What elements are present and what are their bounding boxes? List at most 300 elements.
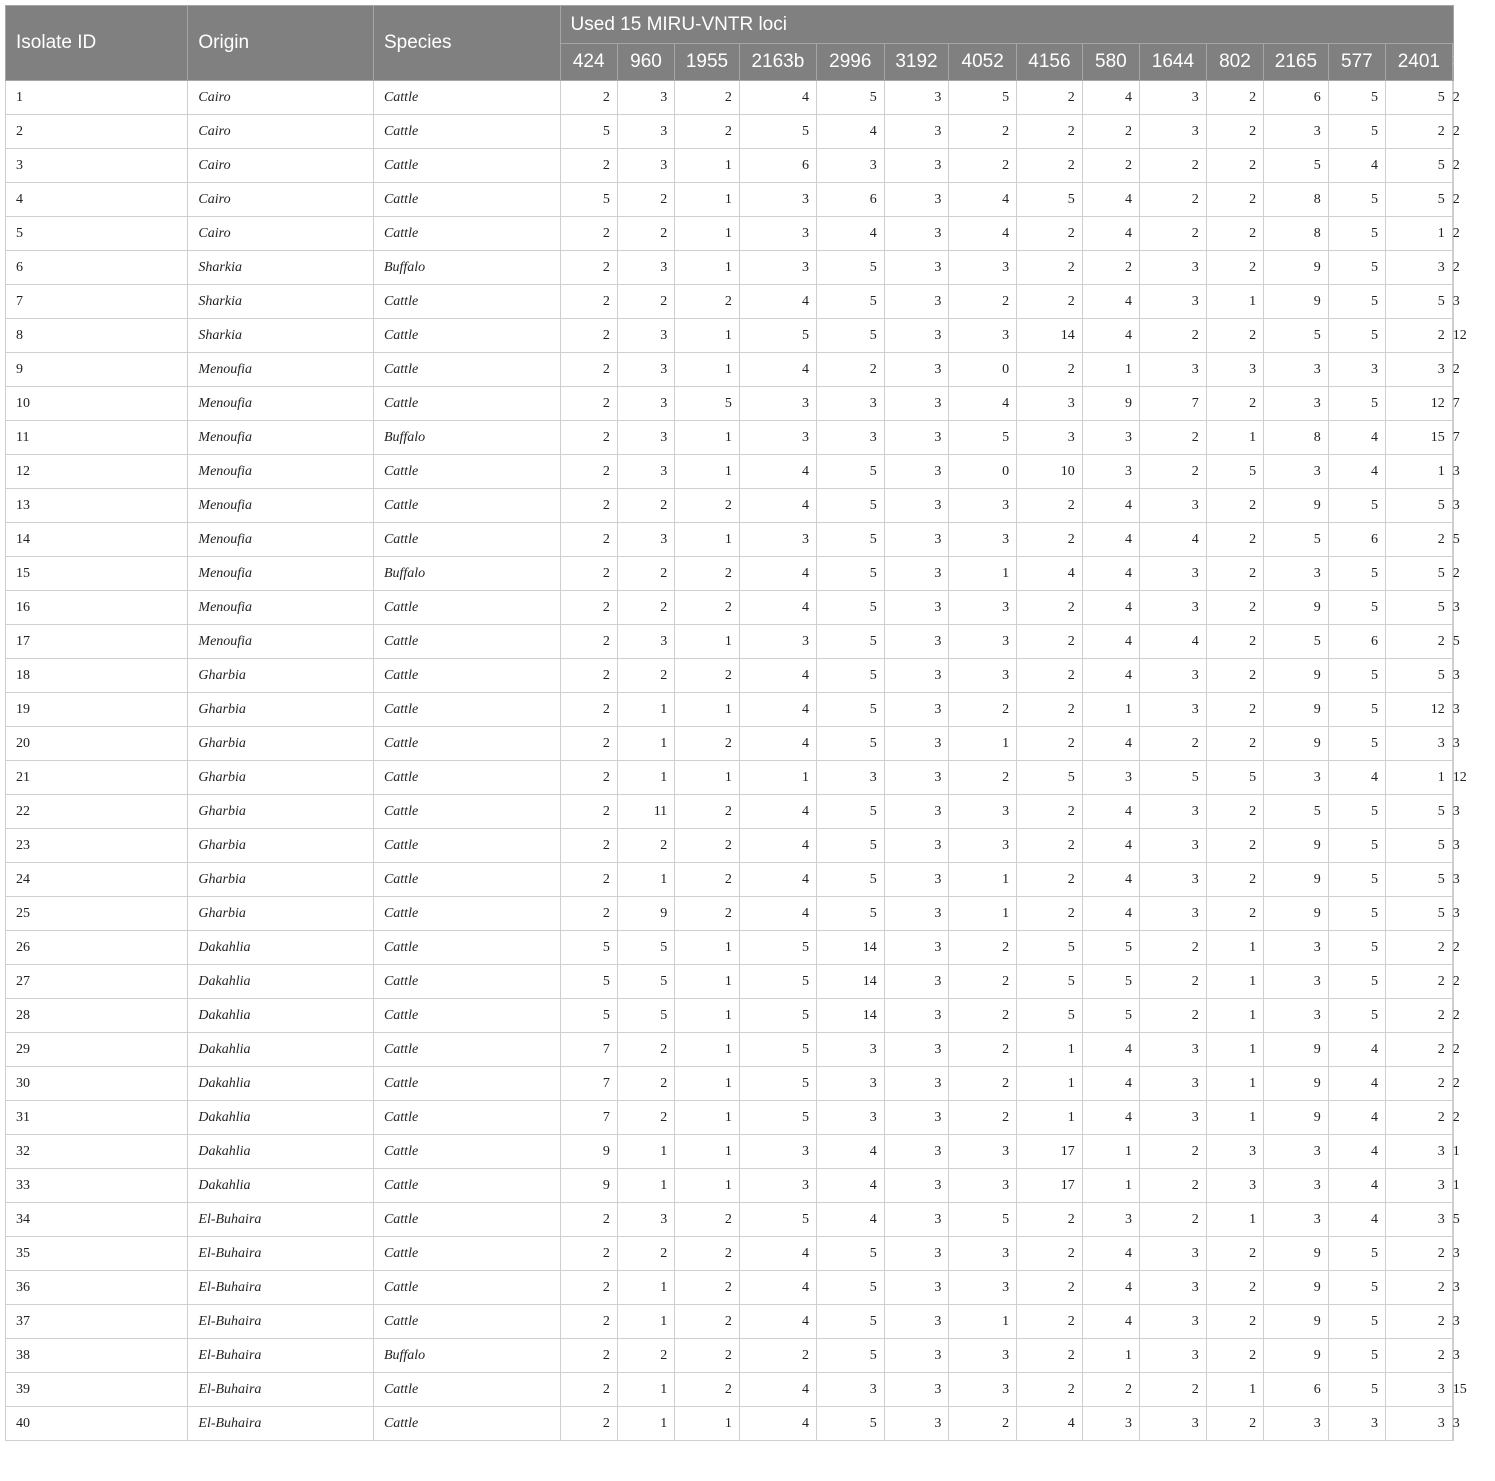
cell-locus-value: 5: [1328, 863, 1385, 897]
cell-locus-value: 1: [617, 863, 674, 897]
cell-locus-value: 2: [949, 1407, 1017, 1441]
cell-species: Cattle: [373, 727, 560, 761]
cell-locus-value: 3: [949, 1339, 1017, 1373]
cell-locus-value: 1: [617, 1407, 674, 1441]
cell-locus-value: 5: [949, 1203, 1017, 1237]
cell-locus-value: 3: [1452, 1305, 1453, 1339]
cell-locus-value: 3: [1082, 1407, 1139, 1441]
cell-locus-value: 2: [675, 829, 740, 863]
cell-locus-value: 1: [739, 761, 816, 795]
cell-locus-value: 1: [675, 251, 740, 285]
cell-species: Cattle: [373, 1135, 560, 1169]
cell-locus-value: 2: [1082, 149, 1139, 183]
cell-locus-value: 4: [739, 489, 816, 523]
cell-locus-value: 2: [1452, 999, 1453, 1033]
cell-locus-value: 3: [884, 1407, 949, 1441]
cell-locus-value: 5: [560, 183, 617, 217]
cell-locus-value: 2: [560, 455, 617, 489]
cell-locus-value: 3: [617, 625, 674, 659]
cell-species: Cattle: [373, 523, 560, 557]
cell-locus-value: 3: [1264, 557, 1329, 591]
cell-locus-value: 5: [816, 795, 884, 829]
cell-locus-value: 2: [949, 1033, 1017, 1067]
cell-locus-value: 2: [739, 1339, 816, 1373]
cell-origin: Menoufia: [188, 591, 374, 625]
cell-locus-value: 3: [1206, 1135, 1263, 1169]
cell-locus-value: 3: [739, 251, 816, 285]
cell-locus-value: 2: [949, 761, 1017, 795]
cell-locus-value: 3: [1140, 353, 1207, 387]
cell-locus-value: 2: [1017, 523, 1083, 557]
cell-locus-value: 5: [739, 1101, 816, 1135]
cell-locus-value: 3: [884, 591, 949, 625]
cell-locus-value: 2: [675, 285, 740, 319]
cell-locus-value: 4: [1328, 1203, 1385, 1237]
cell-locus-value: 4: [739, 693, 816, 727]
cell-locus-value: 4: [1328, 1101, 1385, 1135]
cell-locus-value: 2: [675, 591, 740, 625]
cell-locus-value: 3: [949, 1135, 1017, 1169]
cell-locus-value: 4: [739, 1373, 816, 1407]
cell-locus-value: 3: [617, 149, 674, 183]
cell-locus-value: 3: [1264, 1203, 1329, 1237]
cell-locus-value: 4: [739, 285, 816, 319]
cell-locus-value: 1: [675, 1169, 740, 1203]
cell-locus-value: 4: [1017, 1407, 1083, 1441]
cell-isolate-id: 34: [6, 1203, 188, 1237]
column-header-locus: 1955: [675, 44, 740, 81]
cell-locus-value: 5: [1386, 659, 1453, 693]
cell-locus-value: 3: [1206, 353, 1263, 387]
cell-locus-value: 3: [1452, 1271, 1453, 1305]
cell-locus-value: 4: [1082, 285, 1139, 319]
cell-locus-value: 2: [675, 1203, 740, 1237]
cell-locus-value: 5: [739, 115, 816, 149]
cell-locus-value: 2: [1206, 489, 1263, 523]
cell-species: Cattle: [373, 625, 560, 659]
cell-origin: Gharbia: [188, 795, 374, 829]
cell-locus-value: 4: [1328, 1033, 1385, 1067]
table-row: [6, 387, 1454, 421]
cell-locus-value: 1: [1452, 1169, 1453, 1203]
cell-origin: Menoufia: [188, 489, 374, 523]
cell-locus-value: 5: [1328, 693, 1385, 727]
cell-locus-value: 3: [1264, 353, 1329, 387]
cell-origin: Gharbia: [188, 897, 374, 931]
cell-locus-value: 2: [1140, 183, 1207, 217]
cell-locus-value: 5: [816, 659, 884, 693]
cell-locus-value: 3: [1452, 285, 1453, 319]
cell-locus-value: 2: [1452, 183, 1453, 217]
table-row: [6, 1203, 1454, 1237]
cell-locus-value: 3: [739, 625, 816, 659]
cell-locus-value: 5: [1328, 81, 1385, 115]
column-header-origin: Origin: [188, 6, 374, 81]
cell-locus-value: 4: [1328, 1135, 1385, 1169]
cell-locus-value: 5: [1264, 795, 1329, 829]
table-row: [6, 285, 1454, 319]
table-row: [6, 1373, 1454, 1407]
cell-locus-value: 2: [617, 217, 674, 251]
column-header-isolate-id: Isolate ID: [6, 6, 188, 81]
cell-isolate-id: 18: [6, 659, 188, 693]
cell-locus-value: 1: [949, 727, 1017, 761]
cell-locus-value: 5: [816, 829, 884, 863]
cell-locus-value: 2: [1386, 1339, 1453, 1373]
cell-isolate-id: 23: [6, 829, 188, 863]
cell-locus-value: 5: [739, 999, 816, 1033]
cell-origin: Dakahlia: [188, 1101, 374, 1135]
cell-isolate-id: 13: [6, 489, 188, 523]
cell-origin: Menoufia: [188, 557, 374, 591]
cell-locus-value: 2: [560, 421, 617, 455]
cell-locus-value: 3: [1140, 1407, 1207, 1441]
cell-locus-value: 2: [1017, 285, 1083, 319]
cell-locus-value: 1: [1206, 1033, 1263, 1067]
cell-locus-value: 4: [949, 183, 1017, 217]
cell-locus-value: 2: [1206, 387, 1263, 421]
cell-locus-value: 1: [1017, 1067, 1083, 1101]
cell-locus-value: 1: [675, 149, 740, 183]
cell-locus-value: 4: [1328, 761, 1385, 795]
cell-locus-value: 2: [1452, 1033, 1453, 1067]
cell-species: Cattle: [373, 489, 560, 523]
cell-locus-value: 3: [739, 523, 816, 557]
cell-locus-value: 2: [560, 591, 617, 625]
cell-isolate-id: 10: [6, 387, 188, 421]
cell-locus-value: 15: [1386, 421, 1453, 455]
cell-locus-value: 2: [560, 149, 617, 183]
cell-locus-value: 2: [949, 285, 1017, 319]
cell-locus-value: 14: [816, 931, 884, 965]
cell-locus-value: 2: [1140, 217, 1207, 251]
cell-isolate-id: 22: [6, 795, 188, 829]
cell-locus-value: 2: [1206, 115, 1263, 149]
cell-locus-value: 3: [884, 1135, 949, 1169]
cell-isolate-id: 32: [6, 1135, 188, 1169]
cell-locus-value: 2: [949, 693, 1017, 727]
cell-locus-value: 1: [675, 625, 740, 659]
cell-locus-value: 3: [1206, 1169, 1263, 1203]
cell-locus-value: 5: [816, 727, 884, 761]
cell-locus-value: 3: [816, 761, 884, 795]
cell-locus-value: 2: [1206, 591, 1263, 625]
cell-locus-value: 2: [1140, 965, 1207, 999]
cell-locus-value: 2: [1017, 591, 1083, 625]
cell-locus-value: 5: [617, 931, 674, 965]
cell-locus-value: 1: [675, 421, 740, 455]
cell-locus-value: 2: [1140, 931, 1207, 965]
cell-locus-value: 2: [1386, 1237, 1453, 1271]
cell-locus-value: 2: [1206, 1407, 1263, 1441]
cell-locus-value: 2: [560, 217, 617, 251]
cell-locus-value: 2: [1386, 1067, 1453, 1101]
cell-locus-value: 2: [560, 387, 617, 421]
cell-locus-value: 4: [739, 795, 816, 829]
cell-locus-value: 3: [884, 931, 949, 965]
cell-locus-value: 5: [1328, 319, 1385, 353]
cell-locus-value: 3: [1082, 421, 1139, 455]
cell-locus-value: 3: [1452, 863, 1453, 897]
cell-locus-value: 3: [884, 523, 949, 557]
cell-locus-value: 8: [1264, 421, 1329, 455]
table-row: [6, 829, 1454, 863]
cell-locus-value: 5: [675, 387, 740, 421]
table-row: [6, 625, 1454, 659]
cell-locus-value: 3: [1140, 897, 1207, 931]
table-row: [6, 149, 1454, 183]
cell-species: Buffalo: [373, 557, 560, 591]
cell-isolate-id: 38: [6, 1339, 188, 1373]
cell-isolate-id: 20: [6, 727, 188, 761]
cell-locus-value: 3: [884, 1067, 949, 1101]
cell-locus-value: 3: [1140, 115, 1207, 149]
cell-locus-value: 3: [884, 795, 949, 829]
cell-locus-value: 5: [949, 421, 1017, 455]
cell-locus-value: 3: [1386, 1373, 1453, 1407]
cell-locus-value: 3: [1452, 727, 1453, 761]
cell-origin: Cairo: [188, 183, 374, 217]
cell-origin: Cairo: [188, 149, 374, 183]
cell-isolate-id: 8: [6, 319, 188, 353]
header-row-top: [6, 6, 1454, 44]
cell-locus-value: 3: [1452, 455, 1453, 489]
cell-locus-value: 2: [1452, 353, 1453, 387]
cell-origin: El-Buhaira: [188, 1305, 374, 1339]
cell-origin: Gharbia: [188, 693, 374, 727]
cell-locus-value: 8: [1264, 217, 1329, 251]
cell-locus-value: 4: [1082, 591, 1139, 625]
cell-locus-value: 1: [675, 965, 740, 999]
column-group-header-loci: Used 15 MIRU-VNTR loci: [560, 6, 1453, 44]
cell-locus-value: 2: [675, 727, 740, 761]
cell-locus-value: 1: [949, 863, 1017, 897]
cell-locus-value: 4: [1140, 523, 1207, 557]
cell-locus-value: 2: [1386, 999, 1453, 1033]
cell-locus-value: 2: [675, 795, 740, 829]
column-header-locus: 2401: [1386, 44, 1453, 81]
cell-locus-value: 2: [1206, 217, 1263, 251]
cell-locus-value: 9: [1264, 727, 1329, 761]
cell-locus-value: 3: [1386, 1169, 1453, 1203]
cell-locus-value: 5: [1328, 1237, 1385, 1271]
cell-isolate-id: 27: [6, 965, 188, 999]
cell-locus-value: 4: [739, 455, 816, 489]
cell-locus-value: 3: [1386, 1203, 1453, 1237]
cell-origin: Cairo: [188, 81, 374, 115]
cell-locus-value: 3: [617, 523, 674, 557]
cell-locus-value: 3: [1328, 1407, 1385, 1441]
cell-locus-value: 9: [1264, 897, 1329, 931]
cell-locus-value: 2: [1017, 1305, 1083, 1339]
cell-species: Cattle: [373, 1271, 560, 1305]
cell-locus-value: 2: [560, 727, 617, 761]
cell-locus-value: 2: [675, 489, 740, 523]
cell-locus-value: 4: [739, 829, 816, 863]
cell-locus-value: 9: [1264, 863, 1329, 897]
cell-locus-value: 2: [560, 1339, 617, 1373]
cell-locus-value: 3: [739, 217, 816, 251]
cell-isolate-id: 7: [6, 285, 188, 319]
cell-locus-value: 9: [560, 1169, 617, 1203]
cell-locus-value: 3: [617, 319, 674, 353]
cell-locus-value: 3: [1386, 251, 1453, 285]
cell-locus-value: 3: [884, 1169, 949, 1203]
cell-locus-value: 2: [1206, 1339, 1263, 1373]
cell-locus-value: 3: [1452, 1237, 1453, 1271]
cell-locus-value: 2: [560, 353, 617, 387]
cell-locus-value: 3: [1082, 761, 1139, 795]
cell-locus-value: 1: [1082, 353, 1139, 387]
cell-locus-value: 3: [949, 1271, 1017, 1305]
cell-isolate-id: 24: [6, 863, 188, 897]
cell-locus-value: 2: [675, 557, 740, 591]
cell-species: Cattle: [373, 1373, 560, 1407]
cell-locus-value: 2: [617, 659, 674, 693]
cell-locus-value: 2: [560, 251, 617, 285]
cell-locus-value: 5: [1386, 863, 1453, 897]
cell-locus-value: 3: [949, 659, 1017, 693]
cell-locus-value: 5: [1328, 931, 1385, 965]
cell-locus-value: 2: [1206, 81, 1263, 115]
cell-locus-value: 3: [884, 1101, 949, 1135]
cell-locus-value: 1: [1206, 1373, 1263, 1407]
cell-locus-value: 2: [617, 1101, 674, 1135]
cell-locus-value: 2: [675, 1339, 740, 1373]
cell-locus-value: 14: [1017, 319, 1083, 353]
cell-origin: Menoufia: [188, 523, 374, 557]
cell-isolate-id: 36: [6, 1271, 188, 1305]
cell-locus-value: 2: [675, 115, 740, 149]
table-row: [6, 1135, 1454, 1169]
cell-locus-value: 2: [1452, 1101, 1453, 1135]
cell-locus-value: 2: [1206, 557, 1263, 591]
cell-locus-value: 3: [884, 965, 949, 999]
cell-species: Cattle: [373, 1237, 560, 1271]
cell-locus-value: 7: [1452, 387, 1453, 421]
cell-locus-value: 4: [739, 81, 816, 115]
cell-locus-value: 6: [1264, 81, 1329, 115]
cell-locus-value: 1: [617, 727, 674, 761]
cell-locus-value: 3: [739, 1135, 816, 1169]
cell-locus-value: 2: [1206, 693, 1263, 727]
cell-locus-value: 1: [1017, 1101, 1083, 1135]
cell-locus-value: 2: [1386, 1033, 1453, 1067]
cell-locus-value: 3: [949, 625, 1017, 659]
cell-locus-value: 5: [816, 863, 884, 897]
cell-locus-value: 4: [1082, 319, 1139, 353]
cell-locus-value: 1: [675, 1067, 740, 1101]
cell-isolate-id: 12: [6, 455, 188, 489]
cell-locus-value: 2: [949, 149, 1017, 183]
cell-locus-value: 9: [1082, 387, 1139, 421]
cell-locus-value: 2: [1206, 659, 1263, 693]
cell-locus-value: 1: [1082, 1169, 1139, 1203]
cell-locus-value: 2: [1140, 1169, 1207, 1203]
cell-locus-value: 3: [1140, 1271, 1207, 1305]
cell-origin: Dakahlia: [188, 1067, 374, 1101]
cell-locus-value: 4: [739, 1407, 816, 1441]
cell-locus-value: 5: [816, 1271, 884, 1305]
cell-locus-value: 2: [560, 659, 617, 693]
cell-locus-value: 3: [884, 115, 949, 149]
cell-locus-value: 2: [1452, 931, 1453, 965]
cell-origin: Cairo: [188, 115, 374, 149]
table-row: [6, 251, 1454, 285]
table-row: [6, 455, 1454, 489]
cell-isolate-id: 16: [6, 591, 188, 625]
table-row: [6, 1237, 1454, 1271]
cell-locus-value: 1: [1206, 1203, 1263, 1237]
cell-locus-value: 2: [1017, 897, 1083, 931]
cell-locus-value: 2: [1082, 251, 1139, 285]
cell-locus-value: 5: [1264, 625, 1329, 659]
cell-locus-value: 5: [1328, 1271, 1385, 1305]
cell-locus-value: 2: [1140, 727, 1207, 761]
cell-locus-value: 4: [1328, 1169, 1385, 1203]
cell-locus-value: 3: [1140, 489, 1207, 523]
cell-species: Buffalo: [373, 251, 560, 285]
cell-locus-value: 5: [1328, 999, 1385, 1033]
cell-locus-value: 3: [1140, 1067, 1207, 1101]
cell-locus-value: 5: [1328, 965, 1385, 999]
cell-locus-value: 6: [816, 183, 884, 217]
cell-locus-value: 2: [1017, 217, 1083, 251]
cell-species: Cattle: [373, 1169, 560, 1203]
cell-locus-value: 1: [675, 1033, 740, 1067]
cell-locus-value: 5: [816, 1339, 884, 1373]
cell-locus-value: 2: [1206, 897, 1263, 931]
cell-locus-value: 5: [1328, 115, 1385, 149]
cell-locus-value: 7: [560, 1101, 617, 1135]
cell-locus-value: 5: [739, 319, 816, 353]
cell-locus-value: 3: [1140, 659, 1207, 693]
cell-locus-value: 9: [1264, 285, 1329, 319]
cell-locus-value: 3: [884, 183, 949, 217]
table-row: [6, 897, 1454, 931]
cell-locus-value: 3: [884, 829, 949, 863]
cell-locus-value: 14: [816, 965, 884, 999]
cell-origin: Dakahlia: [188, 1135, 374, 1169]
cell-locus-value: 4: [1017, 557, 1083, 591]
cell-locus-value: 5: [816, 489, 884, 523]
cell-isolate-id: 29: [6, 1033, 188, 1067]
cell-locus-value: 2: [1206, 727, 1263, 761]
cell-locus-value: 5: [1328, 387, 1385, 421]
cell-locus-value: 17: [1017, 1169, 1083, 1203]
cell-locus-value: 3: [1017, 421, 1083, 455]
cell-locus-value: 2: [560, 1407, 617, 1441]
cell-locus-value: 9: [1264, 591, 1329, 625]
cell-locus-value: 2: [1206, 251, 1263, 285]
cell-locus-value: 2: [1452, 1067, 1453, 1101]
cell-locus-value: 3: [1140, 591, 1207, 625]
cell-locus-value: 3: [884, 1237, 949, 1271]
cell-isolate-id: 31: [6, 1101, 188, 1135]
cell-locus-value: 2: [1206, 1237, 1263, 1271]
cell-locus-value: 5: [1082, 931, 1139, 965]
table-row: [6, 761, 1454, 795]
cell-origin: Dakahlia: [188, 931, 374, 965]
cell-locus-value: 3: [739, 387, 816, 421]
cell-locus-value: 5: [1386, 795, 1453, 829]
cell-species: Cattle: [373, 455, 560, 489]
cell-locus-value: 4: [739, 727, 816, 761]
cell-species: Cattle: [373, 1033, 560, 1067]
cell-locus-value: 5: [1017, 931, 1083, 965]
cell-locus-value: 2: [560, 1271, 617, 1305]
table-container: [5, 5, 1495, 1441]
